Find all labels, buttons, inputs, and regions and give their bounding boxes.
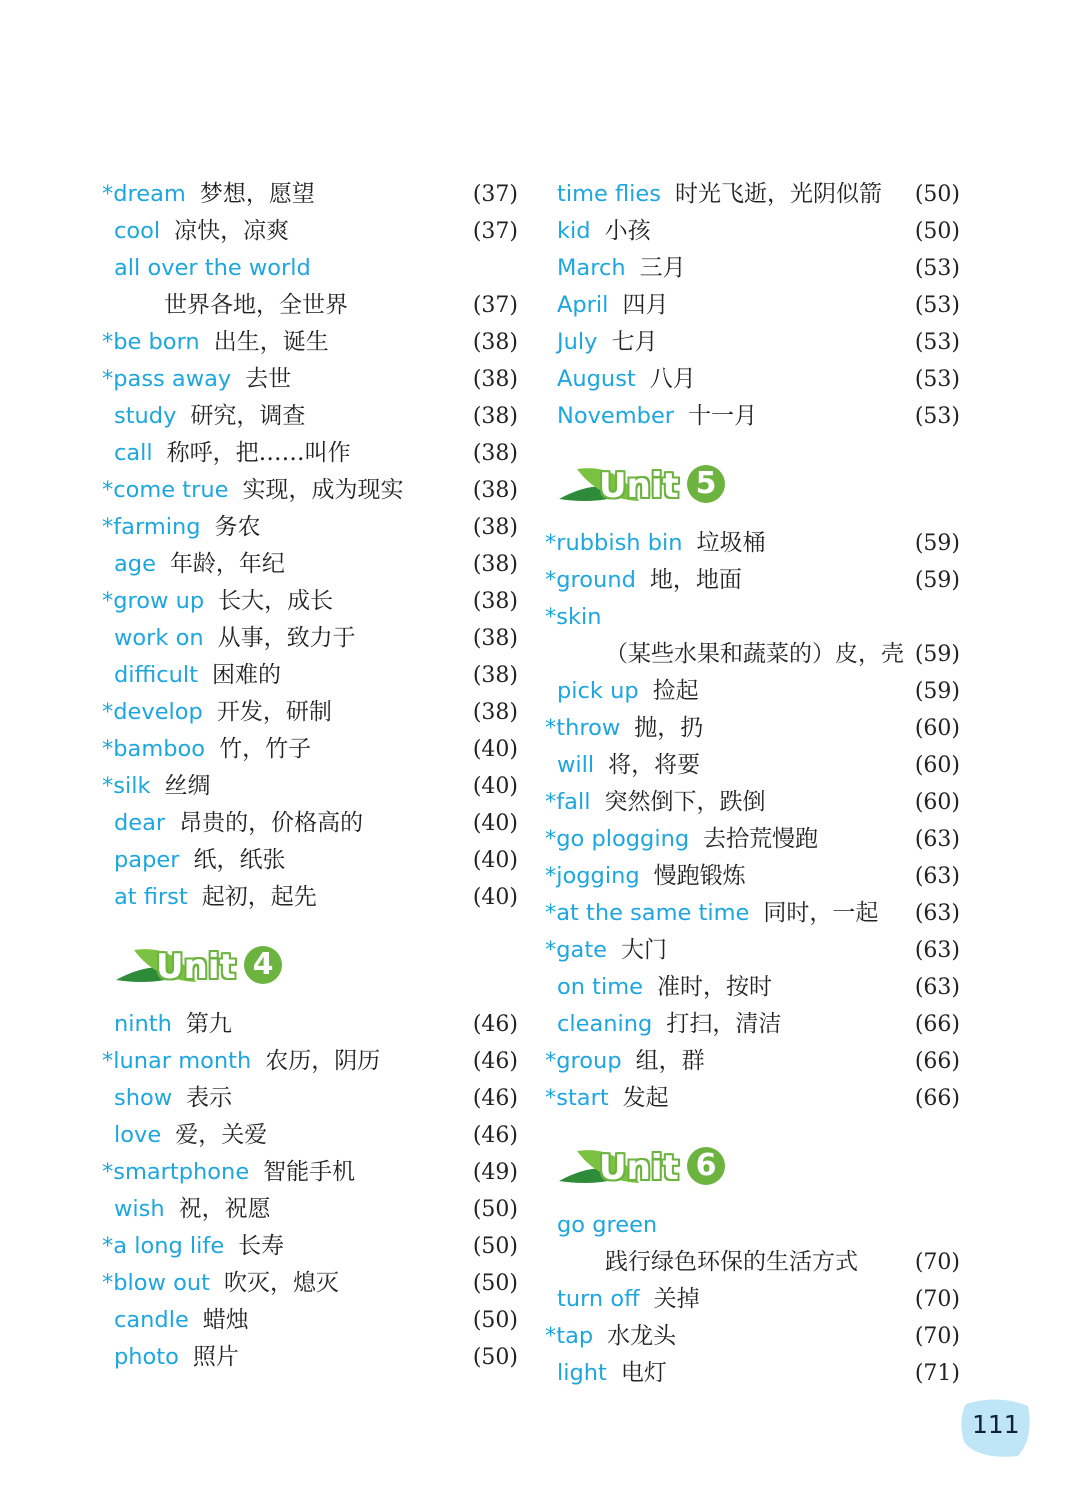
entry-meaning: 八月	[649, 366, 696, 392]
entry-meaning: 世界各地，全世界	[164, 292, 348, 318]
entry-page-ref: (46)	[472, 1012, 518, 1037]
entry-page-ref: (63)	[914, 975, 960, 1000]
entry-page-ref: (59)	[914, 531, 960, 556]
entry-page-ref: (60)	[914, 753, 960, 778]
entry-page-ref: (70)	[914, 1287, 960, 1312]
entry-meaning: 照片	[192, 1344, 239, 1370]
entry-meaning: 去拾荒慢跑	[703, 826, 819, 852]
right-entries-b	[545, 525, 960, 1117]
glossary-entry	[545, 324, 960, 361]
entry-meaning: 实现，成为现实	[242, 477, 404, 503]
entry-page-ref: (38)	[472, 589, 518, 614]
entry-meaning: 年龄，年纪	[169, 551, 285, 577]
entry-meaning: 第九	[185, 1011, 232, 1037]
entry-word: kid	[557, 218, 591, 244]
glossary-entry	[102, 842, 518, 879]
glossary-entry	[545, 1080, 960, 1117]
entry-page-ref: (46)	[472, 1049, 518, 1074]
entry-word: *be born	[102, 329, 200, 355]
entry-page-ref: (37)	[472, 219, 518, 244]
entry-meaning: 起初，起先	[201, 884, 317, 910]
glossary-entry	[102, 657, 518, 694]
glossary-entry	[545, 213, 960, 250]
entry-word: *gate	[545, 937, 607, 963]
right-entries-c	[545, 1207, 960, 1392]
entry-word: *go plogging	[545, 826, 690, 852]
entry-page-ref: (53)	[914, 256, 960, 281]
entry-meaning: 四月	[622, 292, 669, 318]
entry-word: age	[114, 551, 156, 577]
entry-page-ref: (50)	[472, 1345, 518, 1370]
glossary-entry	[102, 731, 518, 768]
glossary-entry	[545, 747, 960, 784]
entry-meaning: 蜡烛	[202, 1307, 249, 1333]
entry-word: *start	[545, 1085, 609, 1111]
entry-word: *smartphone	[102, 1159, 250, 1185]
entry-page-ref: (49)	[472, 1160, 518, 1185]
entry-meaning: 梦想，愿望	[199, 181, 315, 207]
entry-page-ref: (63)	[914, 938, 960, 963]
entry-meaning: 去世	[245, 366, 292, 392]
page-number: 111	[972, 1410, 1020, 1439]
entry-page-ref: (63)	[914, 864, 960, 889]
glossary-entry	[545, 710, 960, 747]
entry-page-ref: (38)	[472, 552, 518, 577]
glossary-entry	[545, 599, 960, 673]
entry-meaning: 关掉	[653, 1286, 700, 1312]
entry-word: candle	[114, 1307, 189, 1333]
entry-page-ref: (50)	[914, 219, 960, 244]
entry-meaning: 地，地面	[649, 567, 742, 593]
entry-page-ref: (53)	[914, 293, 960, 318]
glossary-entry	[545, 398, 960, 435]
entry-meaning: 践行绿色环保的生活方式	[605, 1249, 858, 1275]
unit-number: 6	[687, 1147, 725, 1185]
entry-word: *farming	[102, 514, 201, 540]
unit-4-heading	[116, 938, 518, 1000]
entry-page-ref: (38)	[472, 700, 518, 725]
unit-label: Unit	[156, 947, 236, 987]
entry-word: *bamboo	[102, 736, 206, 762]
entry-meaning: 称呼，把……叫作	[166, 440, 351, 466]
entry-meaning: 出生，诞生	[213, 329, 329, 355]
unit-label: Unit	[599, 466, 679, 506]
entry-page-ref: (38)	[472, 515, 518, 540]
entry-word: cleaning	[557, 1011, 653, 1037]
entry-meaning: 智能手机	[263, 1159, 356, 1185]
entry-word: light	[557, 1360, 607, 1386]
entry-word: *develop	[102, 699, 203, 725]
entry-word: ninth	[114, 1011, 172, 1037]
entry-meaning: 突然倒下，跌倒	[604, 789, 766, 815]
entry-meaning: 发起	[622, 1085, 669, 1111]
entry-meaning: 水龙头	[607, 1323, 677, 1349]
entry-meaning: 小孩	[604, 218, 651, 244]
glossary-entry	[102, 1117, 518, 1154]
glossary-entry	[545, 287, 960, 324]
glossary-entry	[545, 784, 960, 821]
entry-meaning: 抛，扔	[634, 715, 704, 741]
glossary-entry	[102, 879, 518, 916]
entry-word: *dream	[102, 181, 186, 207]
entry-page-ref: (38)	[472, 330, 518, 355]
entry-meaning: 十一月	[688, 403, 758, 429]
glossary-entry	[102, 398, 518, 435]
entry-page-ref: (60)	[914, 790, 960, 815]
entry-word: *lunar month	[102, 1048, 252, 1074]
entry-word: *ground	[545, 567, 636, 593]
entry-meaning: 困难的	[212, 662, 281, 688]
entry-meaning: 长寿	[238, 1233, 285, 1259]
entry-word: *tap	[545, 1323, 594, 1349]
entry-word: *rubbish bin	[545, 530, 683, 556]
entry-word: work on	[114, 625, 204, 651]
entry-page-ref: (38)	[472, 441, 518, 466]
unit-6-heading	[559, 1139, 960, 1201]
unit-5-heading	[559, 457, 960, 519]
entry-page-ref: (66)	[914, 1049, 960, 1074]
glossary-entry	[545, 821, 960, 858]
entry-word: time flies	[557, 181, 661, 207]
entry-word: call	[114, 440, 153, 466]
entry-page-ref: (37)	[472, 293, 518, 318]
entry-word: turn off	[557, 1286, 640, 1312]
glossary-entry	[102, 1228, 518, 1265]
entry-word: show	[114, 1085, 173, 1111]
entry-page-ref: (38)	[472, 663, 518, 688]
glossary-entry	[102, 324, 518, 361]
glossary-entry	[102, 213, 518, 250]
entry-meaning: 农历，阴历	[265, 1048, 381, 1074]
entry-page-ref: (40)	[472, 811, 518, 836]
left-entries-b	[102, 1006, 518, 1376]
glossary-entry	[545, 176, 960, 213]
entry-meaning: 七月	[611, 329, 658, 355]
entry-word: love	[114, 1122, 162, 1148]
entry-page-ref: (38)	[472, 404, 518, 429]
entry-word: cool	[114, 218, 161, 244]
glossary-entry	[545, 1043, 960, 1080]
glossary-entry	[102, 472, 518, 509]
entry-page-ref: (53)	[914, 404, 960, 429]
glossary-entry	[545, 1006, 960, 1043]
entry-meaning: 祝，祝愿	[178, 1196, 271, 1222]
entry-word: *silk	[102, 773, 151, 799]
entry-word: *jogging	[545, 863, 640, 889]
entry-page-ref: (59)	[914, 679, 960, 704]
entry-word: go green	[557, 1212, 658, 1238]
entry-page-ref: (38)	[472, 626, 518, 651]
entry-page-ref: (38)	[472, 478, 518, 503]
glossary-entry	[545, 525, 960, 562]
glossary-entry	[102, 250, 518, 324]
glossary-entry	[102, 1080, 518, 1117]
entry-word: *come true	[102, 477, 229, 503]
entry-meaning: 长大，成长	[218, 588, 334, 614]
entry-meaning: （某些水果和蔬菜的）皮，壳	[605, 641, 904, 667]
left-entries-a	[102, 176, 518, 916]
entry-page-ref: (70)	[914, 1324, 960, 1349]
entry-word: on time	[557, 974, 644, 1000]
entry-page-ref: (50)	[914, 182, 960, 207]
entry-word: *fall	[545, 789, 591, 815]
entry-meaning: 务农	[214, 514, 261, 540]
entry-meaning: 爱，关爱	[175, 1122, 268, 1148]
entry-word: August	[557, 366, 636, 392]
entry-word: photo	[114, 1344, 179, 1370]
entry-page-ref: (63)	[914, 901, 960, 926]
entry-meaning: 从事，致力于	[217, 625, 356, 651]
glossary-entry	[102, 583, 518, 620]
entry-meaning: 研究，调查	[190, 403, 306, 429]
entry-page-ref: (50)	[472, 1197, 518, 1222]
right-column	[545, 176, 960, 1392]
glossary-entry	[545, 361, 960, 398]
entry-meaning: 纸，纸张	[193, 847, 286, 873]
entry-page-ref: (70)	[914, 1250, 960, 1275]
glossary-entry	[102, 768, 518, 805]
glossary-entry	[102, 1339, 518, 1376]
entry-meaning: 大门	[621, 937, 667, 963]
glossary-entry	[545, 673, 960, 710]
entry-word: will	[557, 752, 595, 778]
entry-page-ref: (40)	[472, 774, 518, 799]
glossary-entry	[545, 1355, 960, 1392]
glossary-entry	[102, 176, 518, 213]
entry-meaning: 昂贵的，价格高的	[179, 810, 364, 836]
entry-meaning: 竹，竹子	[219, 736, 312, 762]
entry-word: March	[557, 255, 626, 281]
glossary-entry	[102, 546, 518, 583]
entry-meaning: 表示	[186, 1085, 233, 1111]
entry-word: *at the same time	[545, 900, 750, 926]
glossary-entry	[102, 1154, 518, 1191]
entry-page-ref: (50)	[472, 1234, 518, 1259]
entry-page-ref: (46)	[472, 1086, 518, 1111]
entry-page-ref: (40)	[472, 848, 518, 873]
entry-word: *pass away	[102, 366, 232, 392]
entry-meaning: 开发，研制	[216, 699, 332, 725]
entry-meaning: 凉快，凉爽	[174, 218, 290, 244]
entry-page-ref: (46)	[472, 1123, 518, 1148]
entry-page-ref: (37)	[472, 182, 518, 207]
entry-meaning: 将，将要	[608, 752, 701, 778]
entry-page-ref: (38)	[472, 367, 518, 392]
entry-word: *group	[545, 1048, 622, 1074]
entry-meaning: 同时，一起	[763, 900, 879, 926]
glossary-entry	[545, 250, 960, 287]
entry-meaning: 三月	[639, 255, 686, 281]
glossary-entry	[102, 1043, 518, 1080]
entry-meaning: 吹灭，熄灭	[223, 1270, 339, 1296]
entry-page-ref: (59)	[914, 568, 960, 593]
glossary-entry	[545, 562, 960, 599]
entry-meaning: 电灯	[620, 1360, 667, 1386]
glossary-entry	[102, 1191, 518, 1228]
glossary-entry	[102, 435, 518, 472]
entry-page-ref: (59)	[914, 642, 960, 667]
entry-word: July	[557, 329, 598, 355]
entry-word: study	[114, 403, 177, 429]
entry-word: at first	[114, 884, 188, 910]
entry-meaning: 捡起	[652, 678, 699, 704]
entry-word: *a long life	[102, 1233, 225, 1259]
entry-page-ref: (63)	[914, 827, 960, 852]
entry-meaning: 打扫，清洁	[666, 1011, 782, 1037]
glossary-entry	[545, 932, 960, 969]
glossary-entry	[102, 1265, 518, 1302]
glossary-entry	[545, 969, 960, 1006]
entry-word: *blow out	[102, 1270, 210, 1296]
entry-word: November	[557, 403, 675, 429]
entry-word: all over the world	[114, 255, 311, 281]
entry-word: *throw	[545, 715, 621, 741]
entry-page-ref: (66)	[914, 1086, 960, 1111]
entry-word: *grow up	[102, 588, 205, 614]
glossary-entry	[102, 805, 518, 842]
entry-page-ref: (53)	[914, 367, 960, 392]
glossary-entry	[545, 858, 960, 895]
unit-label: Unit	[599, 1148, 679, 1188]
entry-page-ref: (40)	[472, 737, 518, 762]
entry-page-ref: (53)	[914, 330, 960, 355]
entry-page-ref: (50)	[472, 1271, 518, 1296]
glossary-entry	[102, 1006, 518, 1043]
entry-word: paper	[114, 847, 180, 873]
entry-word: April	[557, 292, 609, 318]
entry-page-ref: (60)	[914, 716, 960, 741]
glossary-entry	[545, 895, 960, 932]
left-column	[102, 176, 518, 1376]
unit-number: 4	[244, 946, 282, 984]
entry-meaning: 垃圾桶	[696, 530, 766, 556]
glossary-entry	[102, 694, 518, 731]
entry-word: pick up	[557, 678, 639, 704]
entry-word: wish	[114, 1196, 165, 1222]
entry-page-ref: (40)	[472, 885, 518, 910]
entry-page-ref: (71)	[914, 1361, 960, 1386]
entry-word: *skin	[545, 604, 602, 630]
entry-page-ref: (50)	[472, 1308, 518, 1333]
entry-page-ref: (66)	[914, 1012, 960, 1037]
entry-word: difficult	[114, 662, 198, 688]
glossary-entry	[102, 361, 518, 398]
glossary-entry	[545, 1281, 960, 1318]
entry-meaning: 丝绸	[164, 773, 211, 799]
entry-meaning: 时光飞逝，光阴似箭	[674, 181, 882, 207]
entry-meaning: 准时，按时	[657, 974, 773, 1000]
glossary-entry	[102, 1302, 518, 1339]
entry-meaning: 慢跑锻炼	[653, 863, 746, 889]
entry-word: dear	[114, 810, 166, 836]
unit-number: 5	[687, 465, 725, 503]
glossary-entry	[102, 509, 518, 546]
right-entries-a	[545, 176, 960, 435]
glossary-entry	[545, 1207, 960, 1281]
glossary-entry	[102, 620, 518, 657]
glossary-entry	[545, 1318, 960, 1355]
entry-meaning: 组，群	[635, 1048, 705, 1074]
